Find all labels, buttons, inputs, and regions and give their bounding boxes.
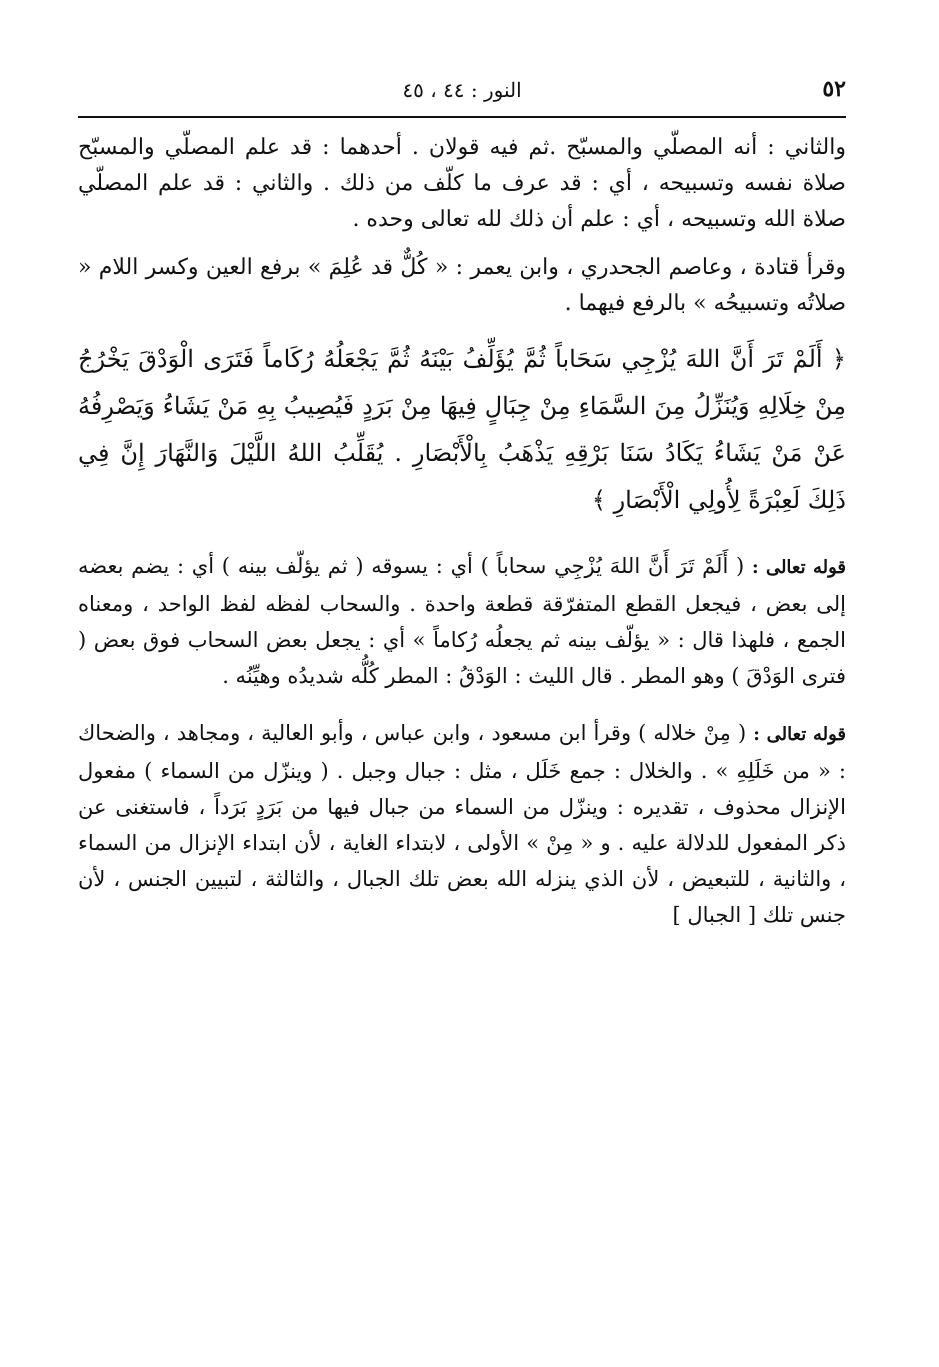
section-2-body: ( مِنْ خلاله ) وقرأ ابن مسعود ، وابن عباس ، وأبو العالية ، ومجاهد ، والضحاك : « من خَلَلِهِ » . والخلال : جمع خَلَل ، مثل : جبال وجبل . ( وينزّل من السماء ) مفعول الإنزال محذوف ، تقديره : وينزّل من السماء من جبال فيها من بَرَدٍ بَرَداً ، فاستغنى عن ذكر المفعول للدلالة عليه . و « مِنْ » الأولى ، لابتداء الغاية ، لأن ابتداء الإنزال من السماء ، والثانية ، للتبعيض ، لأن الذي ينزله الله بعض تلك الجبال ، والثالثة ، لتبيين الجنس ، لأن جنس تلك [ الجبال ] (78, 721, 846, 927)
paragraph-1: والثاني : أنه المصلّي والمسبّح .ثم فيه قولان . أحدهما : قد علم المصلّي والمسبّح صلاة نفسه وتسبيحه ، أي : قد عرف ما كلّف من ذلك . والثاني : قد علم المصلّي صلاة الله وتسبيحه ، أي : علم أن ذلك لله تعالى وحده . (78, 135, 846, 232)
page-header (78, 70, 846, 118)
quran-verse: ﴿ أَلَمْ تَرَ أَنَّ اللهَ يُزْجِي سَحَاباً ثُمَّ يُؤَلِّفُ بَيْنَهُ ثُمَّ يَجْعَلُهُ رُكَاماً فَتَرَى الْوَدْقَ يَخْرُجُ مِنْ خِلَالِهِ وَيُنَزِّلُ مِنَ السَّمَاءِ مِنْ جِبَالٍ فِيهَا مِنْ بَرَدٍ فَيُصِيبُ بِهِ مَنْ يَشَاءُ وَيَصْرِفُهُ عَنْ مَنْ يَشَاءُ يَكَادُ سَنَا بَرْقِهِ يَذْهَبُ بِالْأَبْصَارِ . يُقَلِّبُ اللهُ اللَّيْلَ وَالنَّهَارَ إِنَّ فِي ذَلِكَ لَعِبْرَةً لِأُولِي الْأَبْصَارِ ﴾ (78, 345, 846, 514)
section-2-lead: قوله تعالى : (753, 724, 846, 745)
commentary-section-1 (78, 548, 846, 694)
book-page (78, 70, 846, 1340)
commentary-section-2 (78, 715, 846, 933)
section-1-lead: قوله تعالى : (751, 557, 846, 578)
section-1-body: ( أَلَمْ تَرَ أَنَّ اللهَ يُزْجِي سحاباً ) أي : يسوقه ( ثم يؤلّف بينه ) أي : يضم بعضه إلى بعض ، فيجعل القطع المتفرّقة قطعة واحدة . والسحاب لفظه لفظ الواحد ، ومعناه الجمع ، فلهذا قال : « يؤلّف بينه ثم يجعلُه رُكاماً » أي : يجعل بعض السحاب فوق بعض ( فترى الوَدْقَ ) وهو المطر . قال الليث : الوَدْقُ : المطر كُلُّه شديدُه وهيِّنُه . (78, 554, 846, 688)
paragraph-2: وقرأ قتادة ، وعاصم الجحدري ، وابن يعمر : « كُلٌّ قد عُلِمَ » برفع العين وكسر اللام « صلاتُه وتسبيحُه » بالرفع فيهما . (78, 255, 846, 316)
page-number: ٥٢ (822, 76, 846, 102)
running-head: النور : ٤٤ ، ٤٥ (402, 78, 522, 102)
